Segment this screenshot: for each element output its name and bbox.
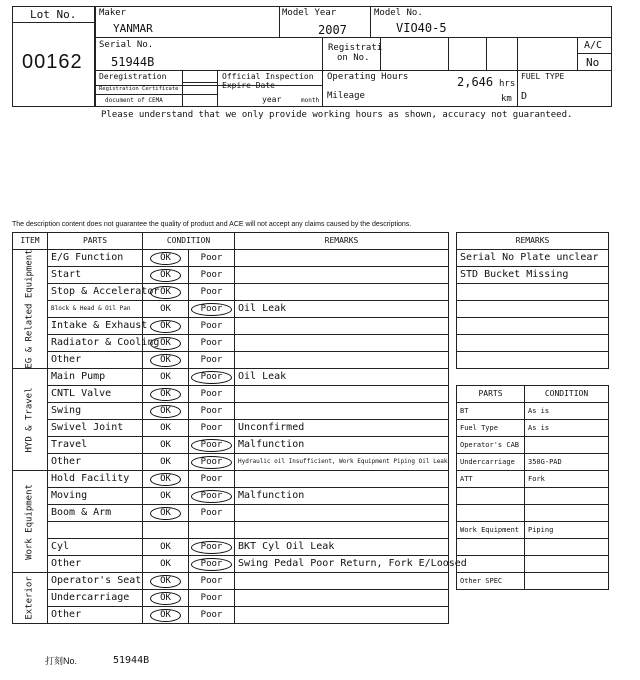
remarks-cell <box>457 284 609 301</box>
parts-condition-cell: As is <box>525 403 609 420</box>
remark-cell <box>235 352 449 369</box>
condition-option: Poor <box>200 286 223 297</box>
condition-poor-cell <box>189 301 235 318</box>
remark-cell: BKT Cyl Oil Leak <box>235 539 449 556</box>
table-row <box>13 505 449 522</box>
parts-condition-cell: Piping <box>525 522 609 539</box>
part-name: Other <box>48 607 143 624</box>
part-name: Swing <box>48 403 143 420</box>
parts-cell: Undercarriage <box>457 454 525 471</box>
serial-label: Serial No. <box>99 40 154 50</box>
condition-ok-cell <box>143 250 189 267</box>
parts-condition-cell: 350G-PAD <box>525 454 609 471</box>
parts-row <box>457 403 609 420</box>
condition-poor-cell <box>189 403 235 420</box>
condition-selected-mark: OK <box>150 388 181 401</box>
table-row <box>13 318 449 335</box>
remark-cell: Oil Leak <box>235 301 449 318</box>
remark-cell <box>235 590 449 607</box>
condition-ok-cell <box>143 607 189 624</box>
remark-cell <box>235 386 449 403</box>
remarks-row <box>457 335 609 352</box>
condition-poor-cell <box>189 420 235 437</box>
condition-selected-mark: OK <box>150 405 181 418</box>
fuel-type-value: D <box>521 91 528 102</box>
document-cema-label: document of CEMA <box>105 97 163 104</box>
parts-table-header: PARTS <box>457 386 525 403</box>
table-row <box>13 420 449 437</box>
condition-poor-cell <box>189 437 235 454</box>
condition-poor-cell <box>189 505 235 522</box>
condition-ok-cell <box>143 573 189 590</box>
part-name: Boom & Arm <box>48 505 143 522</box>
part-name: Cyl <box>48 539 143 556</box>
part-name: CNTL Valve <box>48 386 143 403</box>
condition-selected-mark: OK <box>150 473 181 486</box>
part-name: Stop & Accelerator <box>48 284 143 301</box>
remarks-row <box>457 267 609 284</box>
remark-cell <box>235 607 449 624</box>
part-name: Travel <box>48 437 143 454</box>
parts-row <box>457 556 609 573</box>
ac-value: No <box>586 56 600 69</box>
parts-header: PARTS <box>48 233 143 250</box>
stamp-label: 打刻No. <box>45 656 78 666</box>
condition-poor-cell <box>189 522 235 539</box>
remark-cell: Hydraulic oil Insufficient, Work Equipment Piping Oil Leak <box>235 454 449 471</box>
table-row <box>13 607 449 624</box>
condition-poor-cell <box>189 318 235 335</box>
remarks-cell <box>457 301 609 318</box>
part-name: Other <box>48 454 143 471</box>
part-name: Other <box>48 352 143 369</box>
part-name: Operator's Seat <box>48 573 143 590</box>
lot-label: Lot No. <box>30 8 77 21</box>
condition-option: OK <box>160 490 171 501</box>
parts-row <box>457 573 609 590</box>
condition-option: Poor <box>200 269 223 280</box>
condition-poor-cell <box>189 267 235 284</box>
parts-cell: Other SPEC <box>457 573 525 590</box>
registration-certificate-label: Registration Certificate <box>99 86 179 92</box>
condition-option: Poor <box>200 592 223 603</box>
condition-ok-cell <box>143 437 189 454</box>
table-row <box>13 488 449 505</box>
remarks-cell: Serial No Plate unclear <box>457 250 609 267</box>
remark-cell <box>235 471 449 488</box>
condition-selected-mark: Poor <box>191 371 233 384</box>
operating-hours-value: 2,646 <box>457 75 494 89</box>
parts-cell: Operator's CAB <box>457 437 525 454</box>
part-name: Moving <box>48 488 143 505</box>
remark-cell <box>235 573 449 590</box>
remark-cell <box>235 284 449 301</box>
condition-selected-mark: Poor <box>191 439 233 452</box>
maker-value: YANMAR <box>113 22 153 35</box>
condition-option: OK <box>160 558 171 569</box>
parts-condition-cell <box>525 505 609 522</box>
condition-selected-mark: Poor <box>191 490 233 503</box>
item-group-label <box>13 573 48 624</box>
remark-cell <box>235 505 449 522</box>
year-label: year <box>262 95 282 104</box>
remarks-table <box>456 232 609 369</box>
condition-ok-cell <box>143 505 189 522</box>
table-row <box>13 335 449 352</box>
parts-condition-cell <box>525 488 609 505</box>
condition-poor-cell <box>189 573 235 590</box>
item-group-text: Exterior <box>24 576 35 620</box>
table-row <box>13 471 449 488</box>
parts-cell: BT <box>457 403 525 420</box>
condition-poor-cell <box>189 539 235 556</box>
condition-ok-cell <box>143 318 189 335</box>
condition-selected-mark: OK <box>150 609 181 622</box>
part-name: Start <box>48 267 143 284</box>
condition-poor-cell <box>189 607 235 624</box>
remark-cell <box>235 318 449 335</box>
condition-ok-cell <box>143 335 189 352</box>
condition-ok-cell <box>143 590 189 607</box>
remarks-cell: STD Bucket Missing <box>457 267 609 284</box>
condition-poor-cell <box>189 335 235 352</box>
parts-condition-cell <box>525 437 609 454</box>
ac-label: A/C <box>584 40 603 51</box>
condition-ok-cell <box>143 471 189 488</box>
condition-poor-cell <box>189 284 235 301</box>
parts-condition-cell <box>525 539 609 556</box>
item-group-text: EG & Related Equipment <box>24 249 35 369</box>
condition-option: Poor <box>200 388 223 399</box>
condition-ok-cell <box>143 522 189 539</box>
remark-cell: Swing Pedal Poor Return, Fork E/Loosed <box>235 556 449 573</box>
condition-selected-mark: Poor <box>191 456 233 469</box>
condition-selected-mark: Poor <box>191 558 233 571</box>
parts-row <box>457 539 609 556</box>
table-row <box>13 250 449 267</box>
operating-hours-label: Operating Hours <box>327 72 409 82</box>
parts-cell: ATT <box>457 471 525 488</box>
parts-row <box>457 505 609 522</box>
parts-table <box>456 385 609 590</box>
remark-cell: Malfunction <box>235 488 449 505</box>
hours-notice: Please understand that we only provide working hours as shown, accuracy not guaranteed. <box>101 110 573 120</box>
parts-cell <box>457 539 525 556</box>
remark-cell: Oil Leak <box>235 369 449 386</box>
km-unit: km <box>501 94 512 104</box>
remarks-row <box>457 284 609 301</box>
remarks-table-header: REMARKS <box>457 233 609 250</box>
remarks-cell <box>457 335 609 352</box>
table-row <box>13 386 449 403</box>
remark-cell <box>235 335 449 352</box>
condition-selected-mark: OK <box>150 320 181 333</box>
remarks-row <box>457 250 609 267</box>
stamp-value: 51944B <box>113 655 150 666</box>
condition-ok-cell <box>143 403 189 420</box>
condition-selected-mark: OK <box>150 354 181 367</box>
table-row <box>13 454 449 471</box>
model-no-label: Model No. <box>374 8 423 18</box>
parts-cell <box>457 505 525 522</box>
condition-option: Poor <box>200 252 223 263</box>
serial-value: 51944B <box>111 55 155 69</box>
part-name: Other <box>48 556 143 573</box>
item-group-text: Work Equipment <box>24 483 35 560</box>
part-name: Main Pump <box>48 369 143 386</box>
parts-row <box>457 420 609 437</box>
inspection-label: Official Inspection <box>222 72 314 81</box>
condition-ok-cell <box>143 539 189 556</box>
condition-option: Poor <box>200 422 223 433</box>
condition-option: Poor <box>200 609 223 620</box>
parts-condition-cell <box>525 556 609 573</box>
condition-ok-cell <box>143 386 189 403</box>
condition-selected-mark: OK <box>150 592 181 605</box>
condition-ok-cell <box>143 301 189 318</box>
mileage-label: Mileage <box>327 91 365 101</box>
part-name: E/G Function <box>48 250 143 267</box>
item-header: ITEM <box>13 233 48 250</box>
lot-number: 00162 <box>22 51 83 73</box>
part-name: Hold Facility <box>48 471 143 488</box>
maker-label: Maker <box>99 8 127 18</box>
condition-selected-mark: Poor <box>191 541 233 554</box>
table-row <box>13 369 449 386</box>
remark-cell <box>235 403 449 420</box>
remarks-cell <box>457 352 609 369</box>
parts-row <box>457 522 609 539</box>
disclaimer: The description content does not guarantee the quality of product and ACE will not accept any claims caused by the descriptions. <box>12 221 412 228</box>
parts-row <box>457 488 609 505</box>
table-row <box>13 556 449 573</box>
item-group-label <box>13 250 48 369</box>
table-row <box>13 301 449 318</box>
condition-ok-cell <box>143 352 189 369</box>
table-row <box>13 352 449 369</box>
parts-cell <box>457 556 525 573</box>
condition-ok-cell <box>143 454 189 471</box>
condition-option: OK <box>160 541 171 552</box>
parts-condition-cell: As is <box>525 420 609 437</box>
condition-option: Poor <box>200 405 223 416</box>
parts-condition-cell: Fork <box>525 471 609 488</box>
item-group-label <box>13 369 48 471</box>
table-row <box>13 284 449 301</box>
item-group-label <box>13 471 48 573</box>
fuel-type-label: FUEL TYPE <box>521 72 565 81</box>
registration-label-2: on No. <box>337 53 370 63</box>
hrs-unit: hrs <box>499 79 516 89</box>
condition-selected-mark: OK <box>150 337 181 350</box>
part-name: Radiator & Cooling <box>48 335 143 352</box>
table-row <box>13 403 449 420</box>
condition-poor-cell <box>189 471 235 488</box>
condition-option: OK <box>160 422 171 433</box>
month-label: month <box>301 97 320 104</box>
remark-cell <box>235 250 449 267</box>
parts-cell <box>457 488 525 505</box>
condition-option: Poor <box>200 575 223 586</box>
condition-poor-cell <box>189 454 235 471</box>
remark-cell <box>235 522 449 539</box>
parts-cell: Work Equipment <box>457 522 525 539</box>
condition-poor-cell <box>189 590 235 607</box>
condition-selected-mark: OK <box>150 252 181 265</box>
parts-condition-cell <box>525 573 609 590</box>
condition-ok-cell <box>143 369 189 386</box>
remark-cell: Unconfirmed <box>235 420 449 437</box>
part-name: Intake & Exhaust <box>48 318 143 335</box>
remarks-cell <box>457 318 609 335</box>
model-no-value: VIO40-5 <box>396 21 447 35</box>
part-name: Undercarriage <box>48 590 143 607</box>
condition-option: Poor <box>200 337 223 348</box>
condition-poor-cell <box>189 488 235 505</box>
condition-header: CONDITION <box>143 233 235 250</box>
part-name: Block & Head & Oil Pan <box>48 301 143 318</box>
inspection-label-2: Expire Date <box>222 81 275 90</box>
registration-label: Registrati <box>328 43 383 53</box>
condition-option: Poor <box>200 320 223 331</box>
part-name: Swivel Joint <box>48 420 143 437</box>
condition-option: Poor <box>200 507 223 518</box>
model-year-label: Model Year <box>282 8 337 18</box>
deregistration-label: Deregistration <box>99 72 167 81</box>
table-row <box>13 267 449 284</box>
condition-option: OK <box>160 303 171 314</box>
condition-ok-cell <box>143 488 189 505</box>
condition-option: Poor <box>200 354 223 365</box>
parts-row <box>457 437 609 454</box>
condition-option: Poor <box>200 473 223 484</box>
part-name <box>48 522 143 539</box>
table-row <box>13 573 449 590</box>
condition-poor-cell <box>189 386 235 403</box>
remarks-row <box>457 301 609 318</box>
condition-selected-mark: OK <box>150 269 181 282</box>
condition-selected-mark: OK <box>150 286 181 299</box>
condition-option: OK <box>160 456 171 467</box>
condition-poor-cell <box>189 556 235 573</box>
condition-option: OK <box>160 439 171 450</box>
table-row <box>13 590 449 607</box>
condition-poor-cell <box>189 369 235 386</box>
remarks-row <box>457 318 609 335</box>
condition-selected-mark: Poor <box>191 303 233 316</box>
condition-ok-cell <box>143 556 189 573</box>
parts-table-condition-header: CONDITION <box>525 386 609 403</box>
condition-ok-cell <box>143 420 189 437</box>
parts-cell: Fuel Type <box>457 420 525 437</box>
table-row <box>13 437 449 454</box>
remark-cell: Malfunction <box>235 437 449 454</box>
condition-poor-cell <box>189 250 235 267</box>
remarks-row <box>457 352 609 369</box>
parts-row <box>457 454 609 471</box>
table-row <box>13 522 449 539</box>
table-row <box>13 539 449 556</box>
condition-poor-cell <box>189 352 235 369</box>
remark-cell <box>235 267 449 284</box>
condition-selected-mark: OK <box>150 507 181 520</box>
model-year-value: 2007 <box>318 23 347 37</box>
condition-ok-cell <box>143 284 189 301</box>
condition-selected-mark: OK <box>150 575 181 588</box>
item-group-text: HYD & Travel <box>24 386 35 453</box>
remarks-header: REMARKS <box>235 233 449 250</box>
parts-row <box>457 471 609 488</box>
condition-ok-cell <box>143 267 189 284</box>
condition-option: OK <box>160 371 171 382</box>
